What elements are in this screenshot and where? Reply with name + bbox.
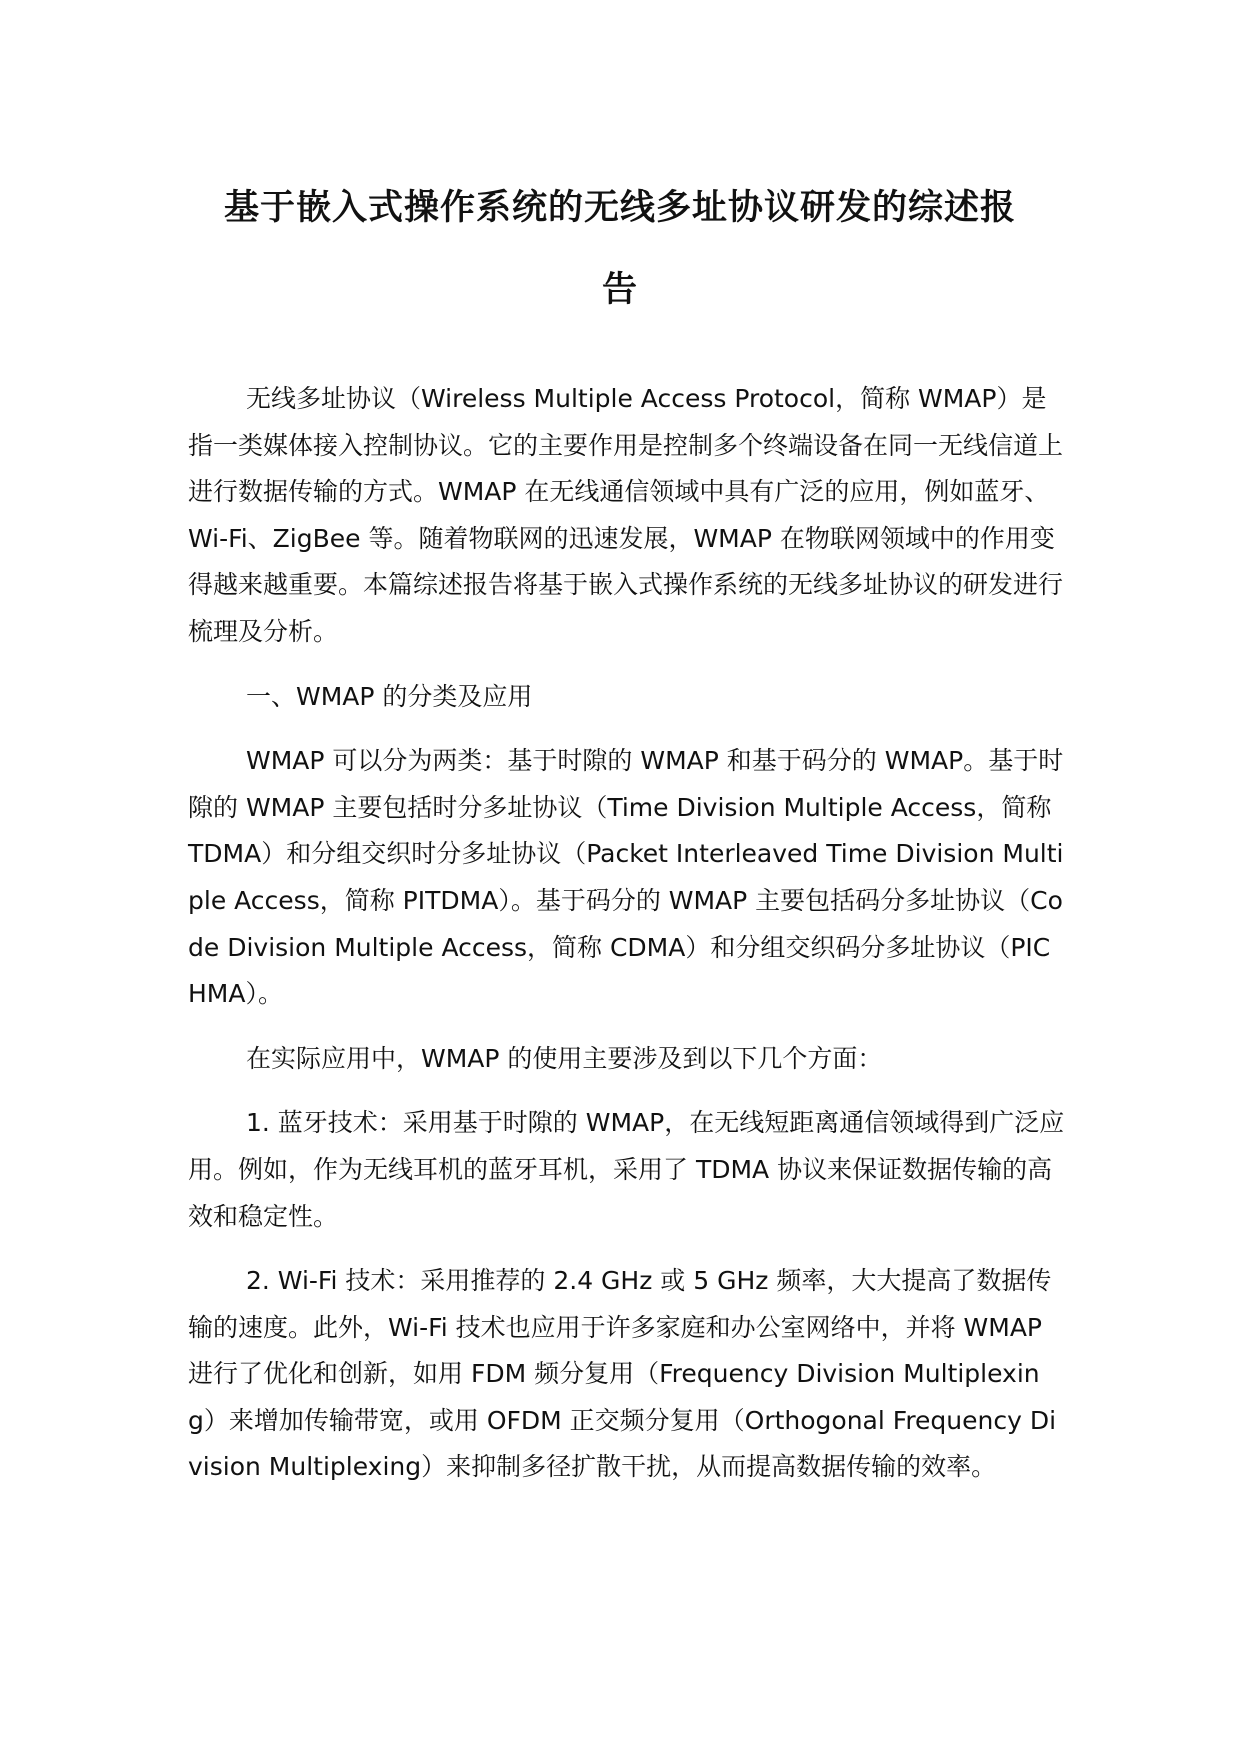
document-title-line-1: 基于嵌入式操作系统的无线多址协议研发的综述报 — [223, 188, 1016, 228]
document-title-line-2: 告 — [601, 270, 638, 310]
document-body — [188, 376, 1068, 1509]
intro-paragraph: 无线多址协议（Wireless Multiple Access Protocol，简称 WMAP）是指一类媒体接入控制协议。它的主要作用是控制多个终端设备在同一无线信道上进行数据传输的方式。WMAP 在无线通信领域中具有广泛的应用，例如蓝牙、Wi-Fi、ZigBee 等。随着物联网的迅速发展，WMAP 在物联网领域中的作用变得越来越重要。本篇综述报告将基于嵌入式操作系统的无线多址协议的研发进行梳理及分析。 — [188, 384, 1064, 646]
classification-paragraph: WMAP 可以分为两类：基于时隙的 WMAP 和基于码分的 WMAP。基于时隙的 WMAP 主要包括时分多址协议（Time Division Multiple Access，简称 TDMA）和分组交织时分多址协议（Packet Interleaved Time Division Multiple Access，简称 PITDMA）。基于码分的 WMAP 主要包括码分多址协议（Code Division Multiple Access，简称 CDMA）和分组交织码分多址协议（PICHMA）。 — [188, 746, 1064, 1009]
bluetooth-paragraph: 1. 蓝牙技术：采用基于时隙的 WMAP，在无线短距离通信领域得到广泛应用。例如，作为无线耳机的蓝牙耳机，采用了 TDMA 协议来保证数据传输的高效和稳定性。 — [188, 1108, 1065, 1231]
wifi-paragraph: 2. Wi-Fi 技术：采用推荐的 2.4 GHz 或 5 GHz 频率，大大提高了数据传输的速度。此外，Wi-Fi 技术也应用于许多家庭和办公室网络中，并将 WMAP 进行了优化和创新，如用 FDM 频分复用（Frequency Division Multiplexing）来增加传输带宽，或用 OFDM 正交频分复用（Orthogonal Frequency Division Multiplexing）来抑制多径扩散干扰，从而提高数据传输的效率。 — [188, 1266, 1057, 1482]
application-intro-paragraph: 在实际应用中，WMAP 的使用主要涉及到以下几个方面： — [246, 1043, 883, 1073]
section-heading-wmap-classification: 一、WMAP 的分类及应用 — [246, 681, 533, 711]
